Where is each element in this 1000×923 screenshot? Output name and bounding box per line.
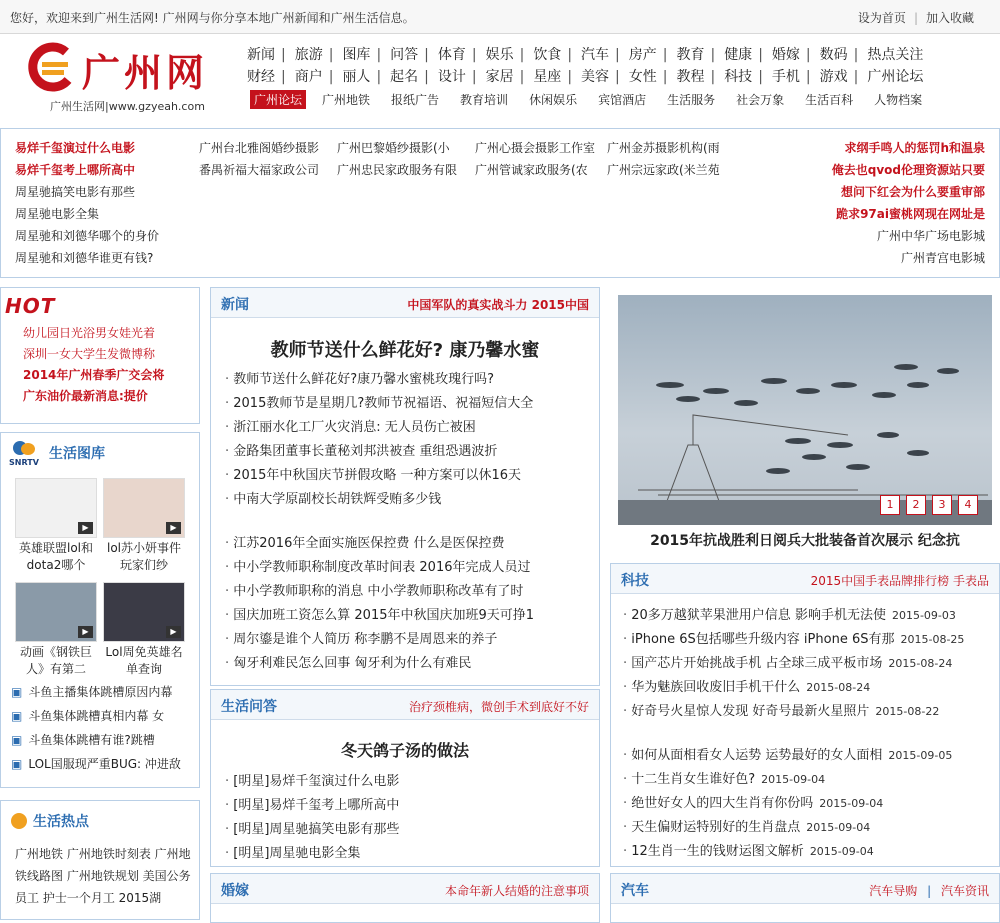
nav-item[interactable]: 娱乐: [485, 47, 514, 63]
separator: |: [805, 47, 811, 63]
news-item[interactable]: · 匈牙利难民怎么回事 匈牙利为什么有难民: [225, 652, 585, 676]
news-item[interactable]: · [明星]易烊千玺考上哪所高中: [225, 794, 585, 818]
logo-mark-icon: [22, 40, 78, 96]
promo-link[interactable]: 周星驰和刘德华谁更有钱?: [15, 251, 154, 265]
news-item[interactable]: · 周尔鎏是谁个人简历 称李鹏不是周恩来的养子: [225, 628, 585, 652]
video-icon: ▣: [11, 733, 23, 747]
nav-row-1: [247, 44, 1000, 66]
wenda-title[interactable]: 生活问答: [221, 699, 277, 715]
keji-item-title: 绝世好女人的四大生肖有你份吗: [631, 796, 814, 811]
promo-link[interactable]: 广州宗远家政(米兰苑: [607, 163, 720, 177]
promo-link[interactable]: 广州台北雅阁婚纱摄影: [199, 141, 320, 155]
keji-item[interactable]: [623, 700, 993, 724]
hotspot-text[interactable]: 广州地铁 广州地铁时刻表 广州地铁线路图 广州地铁规划 美国公务员工 护士一个月工 2015湖: [15, 847, 191, 905]
promo-mid-list: [199, 137, 327, 181]
wenda-box: [210, 689, 600, 867]
subnav-item[interactable]: 广州地铁: [322, 93, 371, 107]
promo-link[interactable]: 周星驰搞笑电影有那些: [15, 185, 136, 199]
tuku-thumbnail: [103, 478, 185, 538]
news-item[interactable]: · [明星]周星驰搞笑电影有那些: [225, 818, 585, 842]
nav-item[interactable]: 女性: [628, 69, 657, 85]
news-title[interactable]: 新闻: [221, 297, 249, 313]
wenda-header-link[interactable]: 治疗颈椎病，微创手术到底好不好: [408, 700, 589, 714]
keji-item-title: 华为魅族回收废旧手机干什么: [631, 680, 801, 695]
separator: |: [615, 47, 620, 63]
promo-link[interactable]: 广州青宫电影城: [900, 251, 985, 265]
separator: |: [424, 69, 429, 85]
keji-header: [611, 564, 999, 594]
tuku-card[interactable]: [103, 478, 185, 574]
keji-item[interactable]: [623, 840, 993, 864]
set-homepage-link[interactable]: 设为首页: [857, 11, 906, 25]
play-icon: ▶: [78, 626, 93, 638]
slide-caption[interactable]: 2015年抗战胜利日阅兵大批装备首次展示 纪念抗: [650, 533, 960, 549]
promo-link[interactable]: 跪求97ai蜜桃网现在网址是: [836, 207, 985, 221]
hot-box: [0, 287, 200, 424]
qiche-guide-link[interactable]: 汽车导购: [869, 884, 918, 898]
promo-right-list: [810, 137, 985, 269]
subnav-item[interactable]: 教育培训: [460, 93, 509, 107]
main-nav: [247, 44, 1000, 88]
nav-item[interactable]: 设计: [437, 69, 466, 85]
news-item[interactable]: · 国庆加班工资怎么算 2015年中秋国庆加班9天可挣1: [225, 604, 585, 628]
subnav-item[interactable]: 广州论坛: [250, 90, 306, 109]
keji-item-date: 2015-09-04: [761, 773, 826, 786]
separator: |: [662, 47, 668, 63]
video-icon: ▣: [11, 757, 23, 771]
sub-nav: [250, 90, 943, 109]
hunjia-header: [211, 874, 599, 904]
news-list-2: [225, 532, 585, 676]
separator: |: [328, 47, 334, 63]
tuku-list-text: 斗鱼主播集体跳槽原因内幕: [28, 685, 173, 699]
separator: |: [376, 47, 382, 63]
keji-item[interactable]: [623, 628, 993, 652]
play-icon: ▶: [166, 626, 181, 638]
slide-page-button[interactable]: 4: [958, 495, 978, 515]
keji-item[interactable]: [623, 652, 993, 676]
tuku-list-text: 斗鱼集体跳槽有谁?跳槽: [28, 733, 155, 747]
news-item[interactable]: · 金路集团董事长董秘刘邦洪被查 重组恐遇波折: [225, 440, 585, 464]
subnav-item[interactable]: 生活百科: [805, 93, 854, 107]
video-icon: ▣: [11, 685, 23, 699]
keji-item-date: 2015-09-04: [819, 797, 884, 810]
subnav-item[interactable]: 报纸广告: [391, 93, 440, 107]
separator: |: [710, 69, 716, 85]
qiche-header: [611, 874, 999, 904]
play-icon: ▶: [166, 522, 181, 534]
slide-page-button[interactable]: 2: [906, 495, 926, 515]
wenda-list: [225, 770, 585, 866]
promo-mid-list: [337, 137, 459, 181]
news-item[interactable]: · [明星]周星驰电影全集: [225, 842, 585, 866]
hot-label: HOT: [5, 294, 56, 318]
keji-item-title: 12生肖一生的钱财运图文解析: [631, 844, 804, 859]
subnav-item[interactable]: 生活服务: [667, 93, 716, 107]
tuku-list-item[interactable]: [11, 683, 191, 707]
nav-item[interactable]: 美容: [581, 69, 610, 85]
promo-mid-list: [607, 137, 729, 181]
news-header: [211, 288, 599, 318]
tuku-card[interactable]: [15, 478, 97, 574]
keji-item-title: iPhone 6S包括哪些升级内容 iPhone 6S有那: [631, 632, 895, 647]
hot-list: [23, 324, 195, 408]
top-bar: [0, 0, 1000, 34]
keji-item-date: 2015-09-05: [888, 749, 953, 762]
promo-link[interactable]: 番禺祈福大福家政公司: [199, 163, 320, 177]
news-item[interactable]: · 江苏2016年全面实施医保控费 什么是医保控费: [225, 532, 585, 556]
news-item[interactable]: · 2015年中秋国庆节拼假攻略 一种方案可以休16天: [225, 464, 585, 488]
separator: |: [519, 47, 525, 63]
promo-link[interactable]: 广州管诚家政服务(农: [475, 163, 588, 177]
tuku-caption[interactable]: Lol周免英雄名单查询: [105, 645, 183, 676]
nav-item[interactable]: 体育: [437, 47, 466, 63]
tuku-caption[interactable]: 英雄联盟lol和dota2哪个: [18, 541, 93, 572]
keji-header-link[interactable]: 2015中国手表品牌排行榜 手表品: [810, 574, 989, 588]
news-item[interactable]: · 教师节送什么鲜花好?康乃馨水蜜桃玫瑰行吗?: [225, 368, 585, 392]
promo-link[interactable]: 广州心摄会摄影工作室: [475, 141, 596, 155]
promo-link[interactable]: 易烊千玺演过什么电影: [15, 141, 136, 155]
wenda-headline[interactable]: 冬天鸽子汤的做法: [340, 741, 469, 760]
keji-box: [610, 563, 1000, 867]
hot-item[interactable]: 幼儿园日光浴男女娃光着: [23, 326, 156, 340]
slide-page-button[interactable]: 3: [932, 495, 952, 515]
keji-item-date: 2015-09-03: [891, 609, 956, 622]
keji-list-2: [623, 744, 993, 864]
logo-subtitle: 广州生活网|www.gzyeah.com: [50, 100, 205, 113]
promo-links-panel: [0, 128, 1000, 278]
tuku-list-item[interactable]: [11, 707, 191, 731]
keji-item-title: 好奇号火星惊人发现 好奇号最新火星照片: [631, 704, 870, 719]
hunjia-box: [210, 873, 600, 923]
tuku-thumbnail: [15, 478, 97, 538]
top-links: [850, 9, 982, 26]
promo-link[interactable]: 俺去也qvod伦理资源站只要: [831, 163, 985, 177]
separator: |: [758, 47, 763, 63]
promo-link[interactable]: 周星驰和刘德华哪个的身价: [15, 229, 160, 243]
separator: |: [281, 47, 286, 63]
tuku-card[interactable]: [103, 582, 185, 678]
nav-item[interactable]: 家居: [485, 69, 514, 85]
site-logo[interactable]: [22, 40, 222, 113]
play-icon: ▶: [78, 522, 93, 534]
nav-item[interactable]: 婚嫁: [771, 47, 800, 63]
news-item[interactable]: · 2015教师节是星期几?教师节祝福语、祝福短信大全: [225, 392, 585, 416]
keji-list-1: [623, 604, 993, 724]
keji-item-title: 国产芯片开始挑战手机 占全球三成平板市场: [631, 656, 883, 671]
tuku-card[interactable]: [15, 582, 97, 678]
hot-item[interactable]: 2014年广州春季广交会将: [23, 368, 165, 382]
news-item[interactable]: · 中南大学原副校长胡铁辉受贿多少钱: [225, 488, 585, 512]
news-header-link[interactable]: 中国军队的真实战斗力 2015中国: [407, 298, 589, 312]
keji-item[interactable]: [623, 816, 993, 840]
promo-mid-list: [475, 137, 597, 181]
nav-item[interactable]: 汽车: [581, 47, 610, 63]
nav-item[interactable]: 丽人: [342, 69, 371, 85]
nav-item[interactable]: 房产: [628, 47, 657, 63]
separator: |: [471, 47, 477, 63]
add-favorite-link[interactable]: 加入收藏: [925, 11, 974, 25]
news-box: [210, 287, 600, 686]
nav-row-2: [247, 66, 1000, 88]
separator: |: [853, 69, 859, 85]
slide-pagination: [874, 495, 978, 515]
keji-item-date: 2015-09-04: [806, 821, 871, 834]
nav-item[interactable]: 饮食: [533, 47, 562, 63]
keji-item-date: 2015-08-22: [875, 705, 940, 718]
hotspot-title: 生活热点: [33, 814, 89, 830]
keji-item-title: 十二生肖女生谁好色?: [631, 772, 756, 787]
tuku-list-item[interactable]: [11, 731, 191, 755]
nav-item[interactable]: 手机: [771, 69, 800, 85]
tuku-caption[interactable]: 动画《钢铁巨人》有第二: [19, 645, 92, 676]
keji-item[interactable]: [623, 768, 993, 792]
separator: |: [913, 11, 918, 25]
promo-link[interactable]: 周星驰电影全集: [15, 207, 100, 221]
separator: |: [615, 69, 620, 85]
nav-item[interactable]: 商户: [294, 69, 323, 85]
nav-item[interactable]: 财经: [247, 69, 275, 85]
header: [0, 34, 1000, 118]
separator: |: [471, 69, 477, 85]
keji-item-title: 20多万越狱苹果泄用户信息 影响手机无法使: [631, 608, 886, 623]
nav-item[interactable]: 教程: [676, 69, 705, 85]
keji-item-title: 天生偏财运特别好的生肖盘点: [631, 820, 801, 835]
nav-item[interactable]: 旅游: [294, 47, 323, 63]
qiche-news-link[interactable]: 汽车资讯: [940, 884, 989, 898]
separator: |: [281, 69, 286, 85]
separator: |: [927, 884, 932, 898]
news-item[interactable]: · 中小学教师职称的消息 中小学教师职称改革有了时: [225, 580, 585, 604]
welcome-text: 您好，欢迎来到广州生活网! 广州网与你分享本地广州新闻和广州生活信息。: [10, 11, 415, 25]
separator: |: [328, 69, 334, 85]
nav-item[interactable]: 起名: [390, 69, 419, 85]
nav-item[interactable]: 新闻: [247, 47, 275, 63]
keji-item[interactable]: [623, 792, 993, 816]
nav-item[interactable]: 热点关注: [867, 47, 924, 63]
tuku-list-item[interactable]: [11, 755, 191, 779]
promo-link[interactable]: 广州金苏摄影机构(雨: [607, 141, 720, 155]
separator: |: [519, 69, 525, 85]
separator: |: [758, 69, 763, 85]
subnav-item[interactable]: 休闲娱乐: [529, 93, 578, 107]
news-item[interactable]: · [明星]易烊千玺演过什么电影: [225, 770, 585, 794]
tuku-box: [0, 432, 200, 788]
slide-page-button[interactable]: 1: [880, 495, 900, 515]
news-headline[interactable]: 教师节送什么鲜花好? 康乃馨水蜜: [270, 340, 540, 361]
hunjia-header-link[interactable]: 本命年新人结婚的注意事项: [444, 884, 589, 898]
keji-item-date: 2015-08-24: [806, 681, 871, 694]
news-item[interactable]: · 中小学教师职称制度改革时间表 2016年完成人员过: [225, 556, 585, 580]
nav-item[interactable]: 广州论坛: [867, 69, 924, 85]
tuku-caption[interactable]: lol苏小妍事件玩家们纱: [106, 541, 181, 572]
keji-item[interactable]: [623, 744, 993, 768]
promo-link[interactable]: 易烊千玺考上哪所高中: [15, 163, 136, 177]
nav-item[interactable]: 科技: [724, 69, 753, 85]
separator: |: [805, 69, 811, 85]
nav-item[interactable]: 数码: [819, 47, 848, 63]
nav-item[interactable]: 问答: [390, 47, 419, 63]
qiche-box: [610, 873, 1000, 923]
tuku-list: [11, 683, 191, 779]
parade-helicopters-image: [618, 295, 992, 525]
keji-item[interactable]: [623, 604, 993, 628]
separator: |: [662, 69, 668, 85]
hunjia-title[interactable]: 婚嫁: [221, 883, 249, 899]
qiche-header-links: [869, 882, 989, 899]
separator: |: [376, 69, 382, 85]
tuku-list-text: LOL国服现严重BUG: 冲进敌: [28, 757, 181, 771]
wenda-header: [211, 690, 599, 720]
separator: |: [424, 47, 429, 63]
news-list-1: [225, 368, 585, 512]
nav-item[interactable]: 游戏: [819, 69, 848, 85]
video-icon: ▣: [11, 709, 23, 723]
qiche-title[interactable]: 汽车: [621, 883, 649, 899]
tuku-thumbnail: [103, 582, 185, 642]
nav-item[interactable]: 教育: [676, 47, 705, 63]
nav-item[interactable]: 健康: [724, 47, 753, 63]
tuku-list-text: 斗鱼集体跳槽真相内幕 女: [28, 709, 165, 723]
subnav-item[interactable]: 宾馆酒店: [598, 93, 647, 107]
keji-item-date: 2015-09-04: [809, 845, 874, 858]
hot-item[interactable]: 深圳一女大学生发微博称: [23, 347, 156, 361]
subnav-item[interactable]: 社会万象: [736, 93, 785, 107]
promo-link[interactable]: 广州中华广场电影城: [876, 229, 985, 243]
separator: |: [710, 47, 716, 63]
promo-link[interactable]: 广州忠民家政服务有限: [337, 163, 458, 177]
nav-item[interactable]: 星座: [533, 69, 562, 85]
tuku-title: 生活图库: [49, 446, 105, 462]
keji-title[interactable]: 科技: [621, 573, 649, 589]
news-item[interactable]: · 浙江丽水化工厂火灾消息: 无人员伤亡被困: [225, 416, 585, 440]
keji-item-date: 2015-08-24: [888, 657, 953, 670]
separator: |: [567, 69, 573, 85]
promo-link[interactable]: 广州巴黎婚纱摄影(小: [337, 141, 450, 155]
keji-item-title: 如何从面相看女人运势 运势最好的女人面相: [631, 748, 883, 763]
hotspot-icon: [11, 813, 27, 829]
tuku-thumbnail: [15, 582, 97, 642]
promo-link[interactable]: 求纲手鸣人的惩罚h和温泉: [844, 141, 985, 155]
subnav-item[interactable]: 人物档案: [874, 93, 923, 107]
nav-item[interactable]: 图库: [342, 47, 371, 63]
promo-link[interactable]: 想问下红会为什么要重审部: [840, 185, 985, 199]
keji-item[interactable]: [623, 676, 993, 700]
slideshow[interactable]: [618, 295, 992, 525]
separator: |: [853, 47, 859, 63]
logo-text: 广州网: [82, 50, 209, 95]
separator: |: [567, 47, 573, 63]
hotspot-box: [0, 800, 200, 920]
snrtv-logo: SNRTV: [9, 441, 45, 471]
promo-left-list: [15, 137, 185, 269]
keji-item-date: 2015-08-25: [900, 633, 965, 646]
hot-item[interactable]: 广东油价最新消息:提价: [23, 389, 148, 403]
